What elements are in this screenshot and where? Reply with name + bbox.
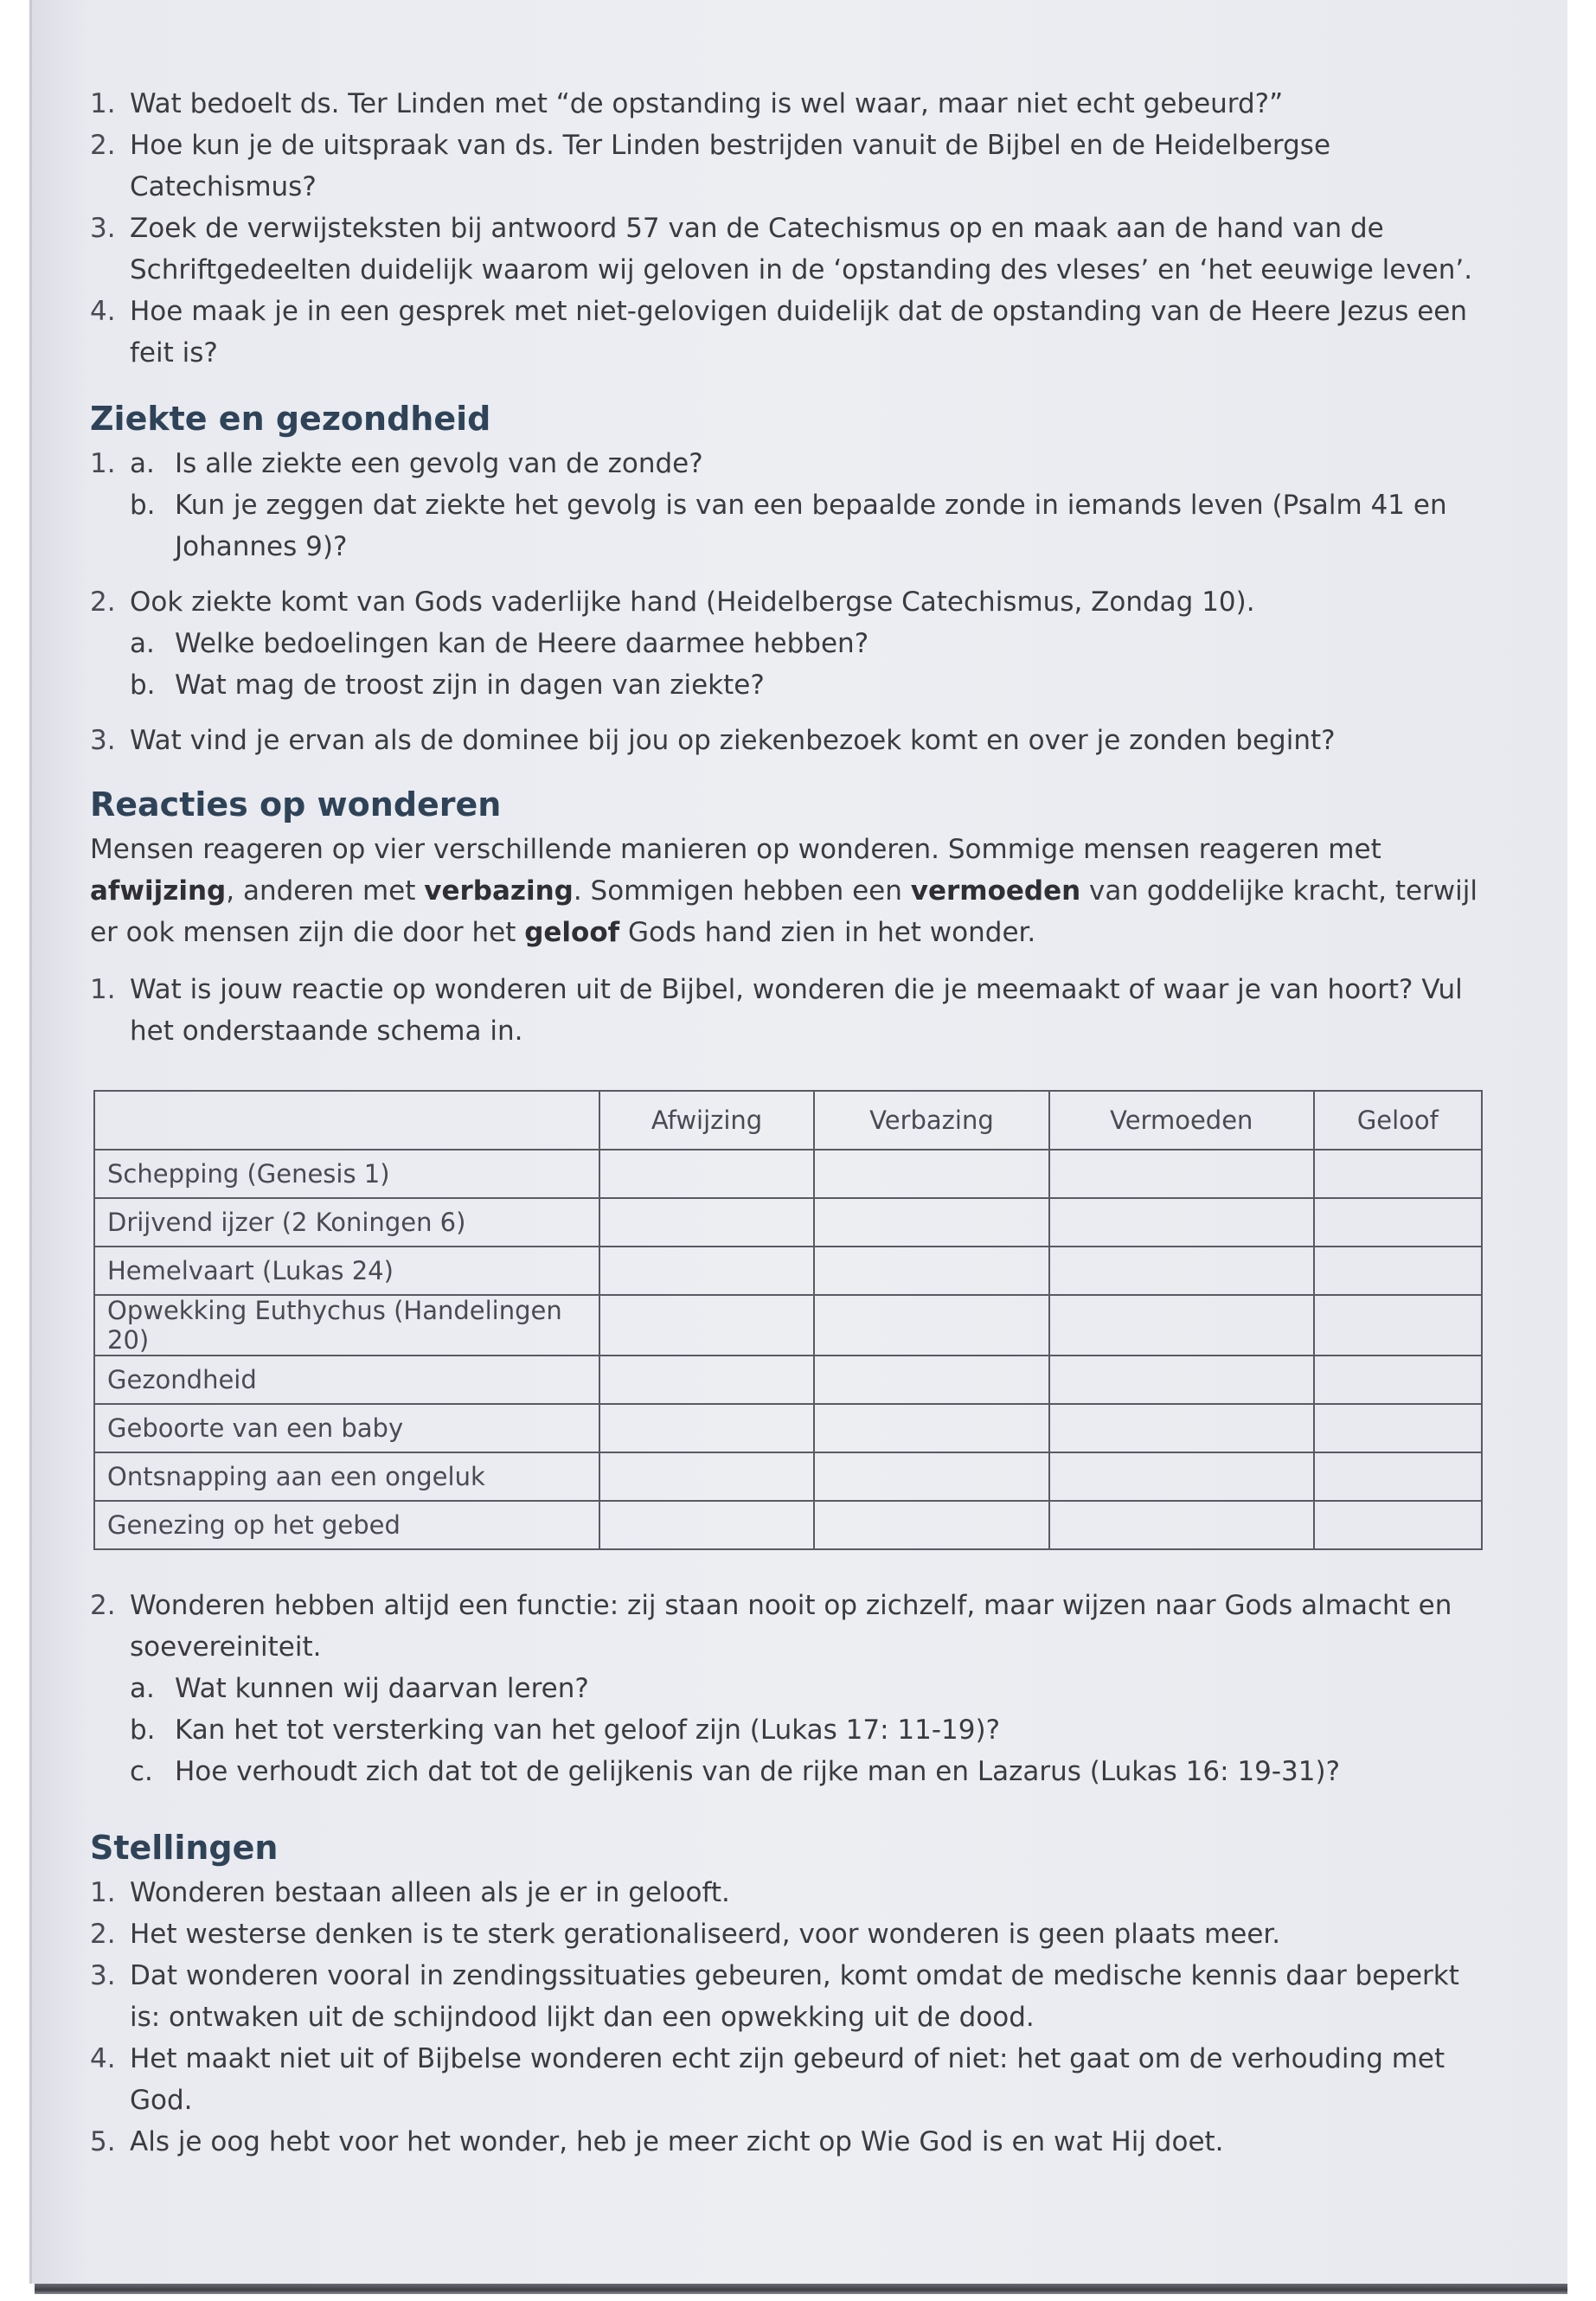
page-bottom-edge	[35, 2284, 1567, 2294]
table-row	[94, 1356, 1482, 1404]
sub-text: Kun je zeggen dat ziekte het gevolg is van een bepaalde zonde in iemands leven (Psalm 41 en Johannes 9)?	[175, 490, 1447, 562]
section-title-stellingen: Stellingen	[90, 1829, 279, 1867]
stellingen-list	[90, 1872, 1491, 2163]
item-text: Wonderen bestaan alleen als je er in gelooft.	[130, 1877, 730, 1908]
answer-cell[interactable]	[814, 1150, 1049, 1198]
column-header: Afwijzing	[599, 1091, 814, 1150]
row-label: Drijvend ijzer (2 Koningen 6)	[94, 1198, 599, 1247]
list-item	[90, 1955, 1491, 2038]
answer-cell[interactable]	[1314, 1501, 1482, 1549]
answer-cell[interactable]	[1314, 1247, 1482, 1295]
table-row	[94, 1198, 1482, 1247]
keyword-verbazing: verbazing	[424, 875, 574, 907]
item-number: 1.	[90, 448, 116, 479]
row-label: Schepping (Genesis 1)	[94, 1150, 599, 1198]
item-number: 3.	[90, 1960, 116, 1991]
item-number: 3.	[90, 213, 116, 244]
sub-letter: c.	[130, 1756, 153, 1787]
sub-item	[130, 1751, 1491, 1792]
item-text: Zoek de verwijsteksten bij antwoord 57 van de Catechismus op en maak aan de hand van de Schriftgedeelten duidelijk waarom wij geloven in de ‘opstanding des vleses’ en ‘het eeuwige leven’.	[130, 213, 1473, 285]
section-title-wonderen: Reacties op wonderen	[90, 785, 502, 824]
item-number: 2.	[90, 1919, 116, 1950]
sub-text: Wat kunnen wij daarvan leren?	[175, 1673, 589, 1704]
sub-item	[130, 664, 1491, 706]
keyword-vermoeden: vermoeden	[910, 875, 1081, 907]
intro-paragraph: Mensen reageren op vier verschillende manieren op wonderen. Sommige mensen reageren met afwijzing, anderen met verbazing. Sommigen hebben een vermoeden van goddelijke kracht, terwijl er ook mensen zijn die door het geloof Gods hand zien in het wonder.	[90, 834, 1477, 948]
sub-list	[130, 623, 1491, 706]
item-number: 5.	[90, 2126, 116, 2157]
row-label: Gezondheid	[94, 1356, 599, 1404]
answer-cell[interactable]	[814, 1295, 1049, 1356]
answer-cell[interactable]	[599, 1501, 814, 1549]
sub-letter: b.	[130, 1715, 156, 1746]
column-header: Geloof	[1314, 1091, 1482, 1150]
sub-text: Hoe verhoudt zich dat tot de gelijkenis van de rijke man en Lazarus (Lukas 16: 19-31)?	[175, 1756, 1341, 1787]
answer-cell[interactable]	[1049, 1501, 1314, 1549]
list-item	[90, 1872, 1491, 1913]
item-number: 2.	[90, 130, 116, 161]
list-item	[90, 720, 1491, 761]
answer-cell[interactable]	[599, 1150, 814, 1198]
table-row	[94, 1404, 1482, 1452]
list-item	[90, 443, 1491, 567]
ziekte-questions	[90, 443, 1491, 761]
table-row	[94, 1150, 1482, 1198]
item-number: 3.	[90, 725, 116, 756]
sub-item	[130, 1709, 1491, 1751]
list-item	[90, 2038, 1491, 2121]
item-text: Wat is jouw reactie op wonderen uit de Bijbel, wonderen die je meemaakt of waar je van hoort? Vul het onderstaande schema in.	[130, 974, 1463, 1047]
item-number: 1.	[90, 1877, 116, 1908]
list-item	[90, 291, 1491, 374]
reaction-table	[93, 1090, 1483, 1550]
answer-cell[interactable]	[599, 1452, 814, 1501]
item-number: 1.	[90, 974, 116, 1005]
sub-text: Welke bedoelingen kan de Heere daarmee hebben?	[175, 628, 869, 659]
row-label: Hemelvaart (Lukas 24)	[94, 1247, 599, 1295]
sub-letter: a.	[130, 448, 155, 479]
item-text: Hoe kun je de uitspraak van ds. Ter Linden bestrijden vanuit de Bijbel en de Heidelbergse Catechismus?	[130, 130, 1331, 202]
table-header-row	[94, 1091, 1482, 1150]
answer-cell[interactable]	[814, 1247, 1049, 1295]
column-header: Vermoeden	[1049, 1091, 1314, 1150]
column-header: Verbazing	[814, 1091, 1049, 1150]
item-text: Ook ziekte komt van Gods vaderlijke hand (Heidelbergse Catechismus, Zondag 10).	[130, 586, 1255, 618]
answer-cell[interactable]	[1049, 1356, 1314, 1404]
item-text: Wat bedoelt ds. Ter Linden met “de opstanding is wel waar, maar niet echt gebeurd?”	[130, 88, 1284, 119]
sub-item	[130, 484, 1491, 567]
sub-letter: b.	[130, 670, 156, 701]
list-item	[90, 969, 1491, 1052]
answer-cell[interactable]	[1049, 1295, 1314, 1356]
answer-cell[interactable]	[1049, 1247, 1314, 1295]
answer-cell[interactable]	[814, 1404, 1049, 1452]
answer-cell[interactable]	[1049, 1404, 1314, 1452]
answer-cell[interactable]	[1049, 1150, 1314, 1198]
answer-cell[interactable]	[599, 1295, 814, 1356]
list-item	[90, 125, 1491, 208]
item-number: 1.	[90, 88, 116, 119]
answer-cell[interactable]	[599, 1404, 814, 1452]
keyword-afwijzing: afwijzing	[90, 875, 227, 907]
list-item	[90, 1913, 1491, 1955]
sub-text: Kan het tot versterking van het geloof zijn (Lukas 17: 11-19)?	[175, 1715, 1001, 1746]
keyword-geloof: geloof	[524, 917, 620, 948]
list-item	[90, 1585, 1491, 1668]
list-item	[90, 208, 1491, 291]
list-item	[90, 83, 1491, 125]
answer-cell[interactable]	[599, 1198, 814, 1247]
item-text: Wonderen hebben altijd een functie: zij staan nooit op zichzelf, maar wijzen naar Gods almacht en soevereiniteit.	[130, 1590, 1452, 1663]
item-text: Als je oog hebt voor het wonder, heb je meer zicht op Wie God is en wat Hij doet.	[130, 2126, 1224, 2157]
item-text: Wat vind je ervan als de dominee bij jou op ziekenbezoek komt en over je zonden begint?	[130, 725, 1336, 756]
list-item	[90, 581, 1491, 623]
item-text: Het westerse denken is te sterk gerationaliseerd, voor wonderen is geen plaats meer.	[130, 1919, 1281, 1950]
item-text: Het maakt niet uit of Bijbelse wonderen echt zijn gebeurd of niet: het gaat om de verhouding met God.	[130, 2043, 1445, 2116]
wonderen-question-2	[90, 1585, 1491, 1792]
sub-item	[130, 623, 1491, 664]
answer-cell[interactable]	[1314, 1356, 1482, 1404]
row-label: Opwekking Euthychus (Handelingen 20)	[94, 1295, 599, 1356]
answer-cell[interactable]	[814, 1501, 1049, 1549]
sub-text: Wat mag de troost zijn in dagen van ziekte?	[175, 670, 765, 701]
sub-list	[130, 1668, 1491, 1792]
sub-item	[130, 1668, 1491, 1709]
section-title-ziekte: Ziekte en gezondheid	[90, 400, 491, 438]
sub-letter: b.	[130, 490, 156, 521]
item-number: 4.	[90, 296, 116, 327]
sub-item	[130, 443, 1491, 484]
sub-letter: a.	[130, 628, 155, 659]
item-number: 4.	[90, 2043, 116, 2074]
answer-cell[interactable]	[1314, 1198, 1482, 1247]
table-row	[94, 1452, 1482, 1501]
table-row	[94, 1501, 1482, 1549]
answer-cell[interactable]	[1314, 1295, 1482, 1356]
row-label: Geboorte van een baby	[94, 1404, 599, 1452]
answer-cell[interactable]	[814, 1356, 1049, 1404]
table-row	[94, 1247, 1482, 1295]
answer-cell[interactable]	[1049, 1198, 1314, 1247]
answer-cell[interactable]	[599, 1247, 814, 1295]
sub-letter: a.	[130, 1673, 155, 1704]
page-content	[90, 83, 1491, 2163]
item-number: 2.	[90, 586, 116, 618]
answer-cell[interactable]	[1049, 1452, 1314, 1501]
table-row	[94, 1295, 1482, 1356]
sub-text: Is alle ziekte een gevolg van de zonde?	[175, 448, 703, 479]
opstanding-questions	[90, 83, 1491, 374]
item-text: Dat wonderen vooral in zendingssituaties gebeuren, komt omdat de medische kennis daar beperkt is: ontwaken uit de schijndood lijkt dan een opwekking uit de dood.	[130, 1960, 1459, 2033]
row-label: Ontsnapping aan een ongeluk	[94, 1452, 599, 1501]
answer-cell[interactable]	[814, 1198, 1049, 1247]
answer-cell[interactable]	[599, 1356, 814, 1404]
answer-cell[interactable]	[1314, 1150, 1482, 1198]
item-number: 2.	[90, 1590, 116, 1621]
answer-cell[interactable]	[814, 1452, 1049, 1501]
row-label: Genezing op het gebed	[94, 1501, 599, 1549]
list-item	[90, 2121, 1491, 2163]
table-corner-cell	[94, 1091, 599, 1150]
answer-cell[interactable]	[1314, 1452, 1482, 1501]
answer-cell[interactable]	[1314, 1404, 1482, 1452]
item-text: Hoe maak je in een gesprek met niet-gelovigen duidelijk dat de opstanding van de Heere Jezus een feit is?	[130, 296, 1468, 369]
